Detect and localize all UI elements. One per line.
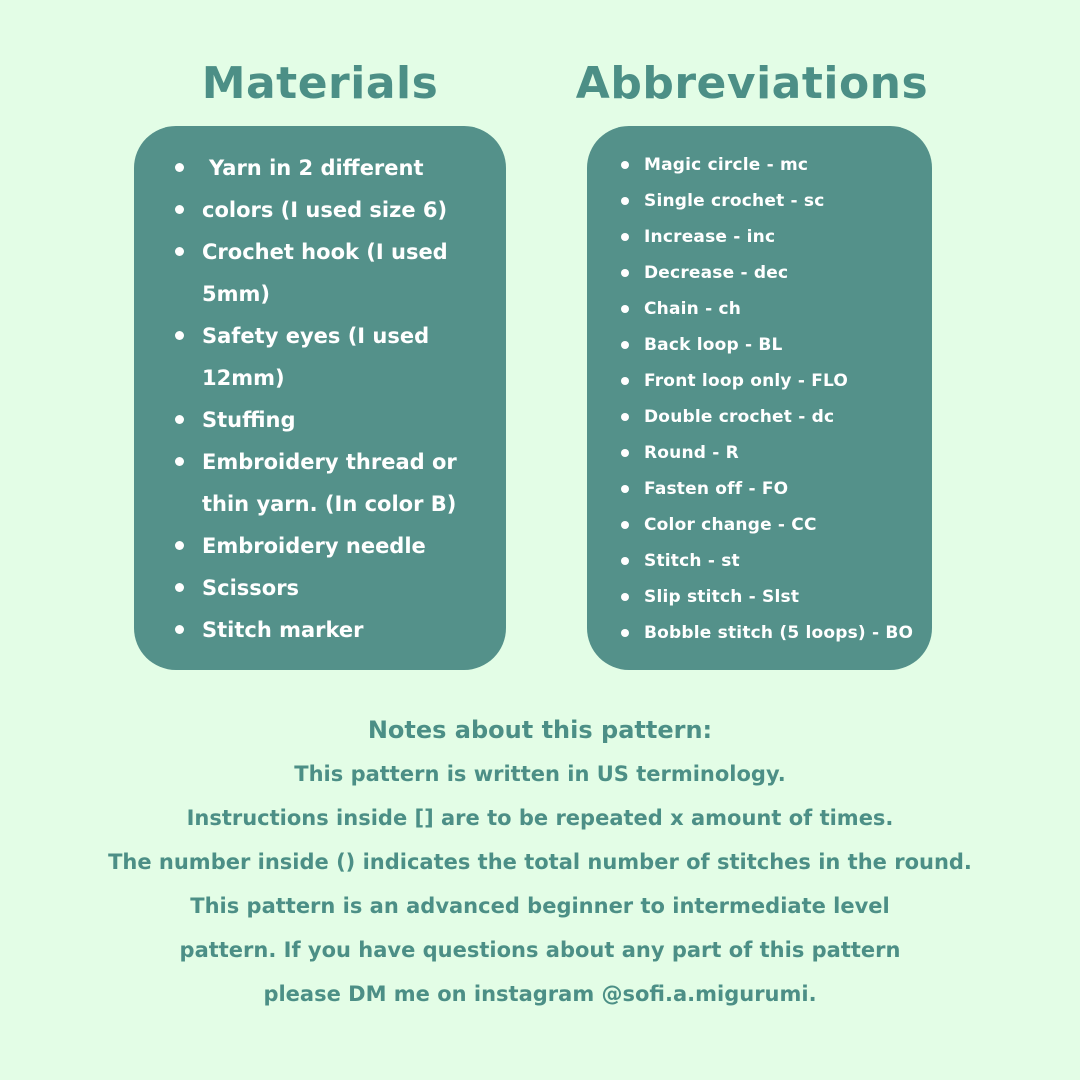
materials-card bbox=[134, 126, 506, 670]
abbreviation-item: Front loop only - FLO bbox=[644, 363, 932, 399]
abbreviation-item: Color change - CC bbox=[644, 507, 932, 543]
materials-list-item: Crochet hook (I used bbox=[202, 231, 506, 273]
materials-list-item: Stitch marker bbox=[202, 609, 506, 651]
materials-list-item: Yarn in 2 different bbox=[202, 147, 506, 189]
notes-line: pattern. If you have questions about any part of this pattern bbox=[179, 938, 901, 962]
abbreviation-item: Single crochet - sc bbox=[644, 183, 932, 219]
abbreviation-item: Bobble stitch (5 loops) - BO bbox=[644, 615, 932, 651]
notes-line: This pattern is an advanced beginner to intermediate level bbox=[190, 894, 890, 918]
abbreviation-item: Decrease - dec bbox=[644, 255, 932, 291]
materials-list bbox=[202, 147, 506, 651]
notes-line: Instructions inside [] are to be repeated x amount of times. bbox=[186, 806, 894, 830]
abbreviation-item: Increase - inc bbox=[644, 219, 932, 255]
notes-line: The number inside () indicates the total number of stitches in the round. bbox=[108, 850, 972, 874]
materials-list-item: Stuffing bbox=[202, 399, 506, 441]
abbreviations-card bbox=[587, 126, 932, 670]
abbreviation-item: Fasten off - FO bbox=[644, 471, 932, 507]
materials-list-item-continuation: 12mm) bbox=[202, 366, 285, 390]
materials-list-item: colors (I used size 6) bbox=[202, 189, 506, 231]
materials-list-item: Embroidery thread or bbox=[202, 441, 506, 483]
abbreviation-item: Stitch - st bbox=[644, 543, 932, 579]
abbreviation-item: Slip stitch - Slst bbox=[644, 579, 932, 615]
abbreviation-item: Double crochet - dc bbox=[644, 399, 932, 435]
notes-line: This pattern is written in US terminology. bbox=[294, 762, 786, 786]
abbreviation-item: Back loop - BL bbox=[644, 327, 932, 363]
materials-list-item-continuation: thin yarn. (In color B) bbox=[202, 492, 457, 516]
notes-section bbox=[0, 708, 1080, 1016]
notes-line: please DM me on instagram @sofi.a.migurumi. bbox=[263, 982, 817, 1006]
abbreviation-item: Magic circle - mc bbox=[644, 147, 932, 183]
materials-list-item: Safety eyes (I used bbox=[202, 315, 506, 357]
abbreviation-item: Chain - ch bbox=[644, 291, 932, 327]
materials-heading: Materials bbox=[201, 58, 439, 109]
abbreviation-item: Round - R bbox=[644, 435, 932, 471]
abbreviations-list bbox=[644, 147, 932, 651]
materials-list-item: Embroidery needle bbox=[202, 525, 506, 567]
abbreviations-heading: Abbreviations bbox=[575, 58, 929, 109]
materials-list-item-continuation: 5mm) bbox=[202, 282, 270, 306]
notes-heading: Notes about this pattern: bbox=[367, 716, 713, 744]
materials-list-item: Scissors bbox=[202, 567, 506, 609]
